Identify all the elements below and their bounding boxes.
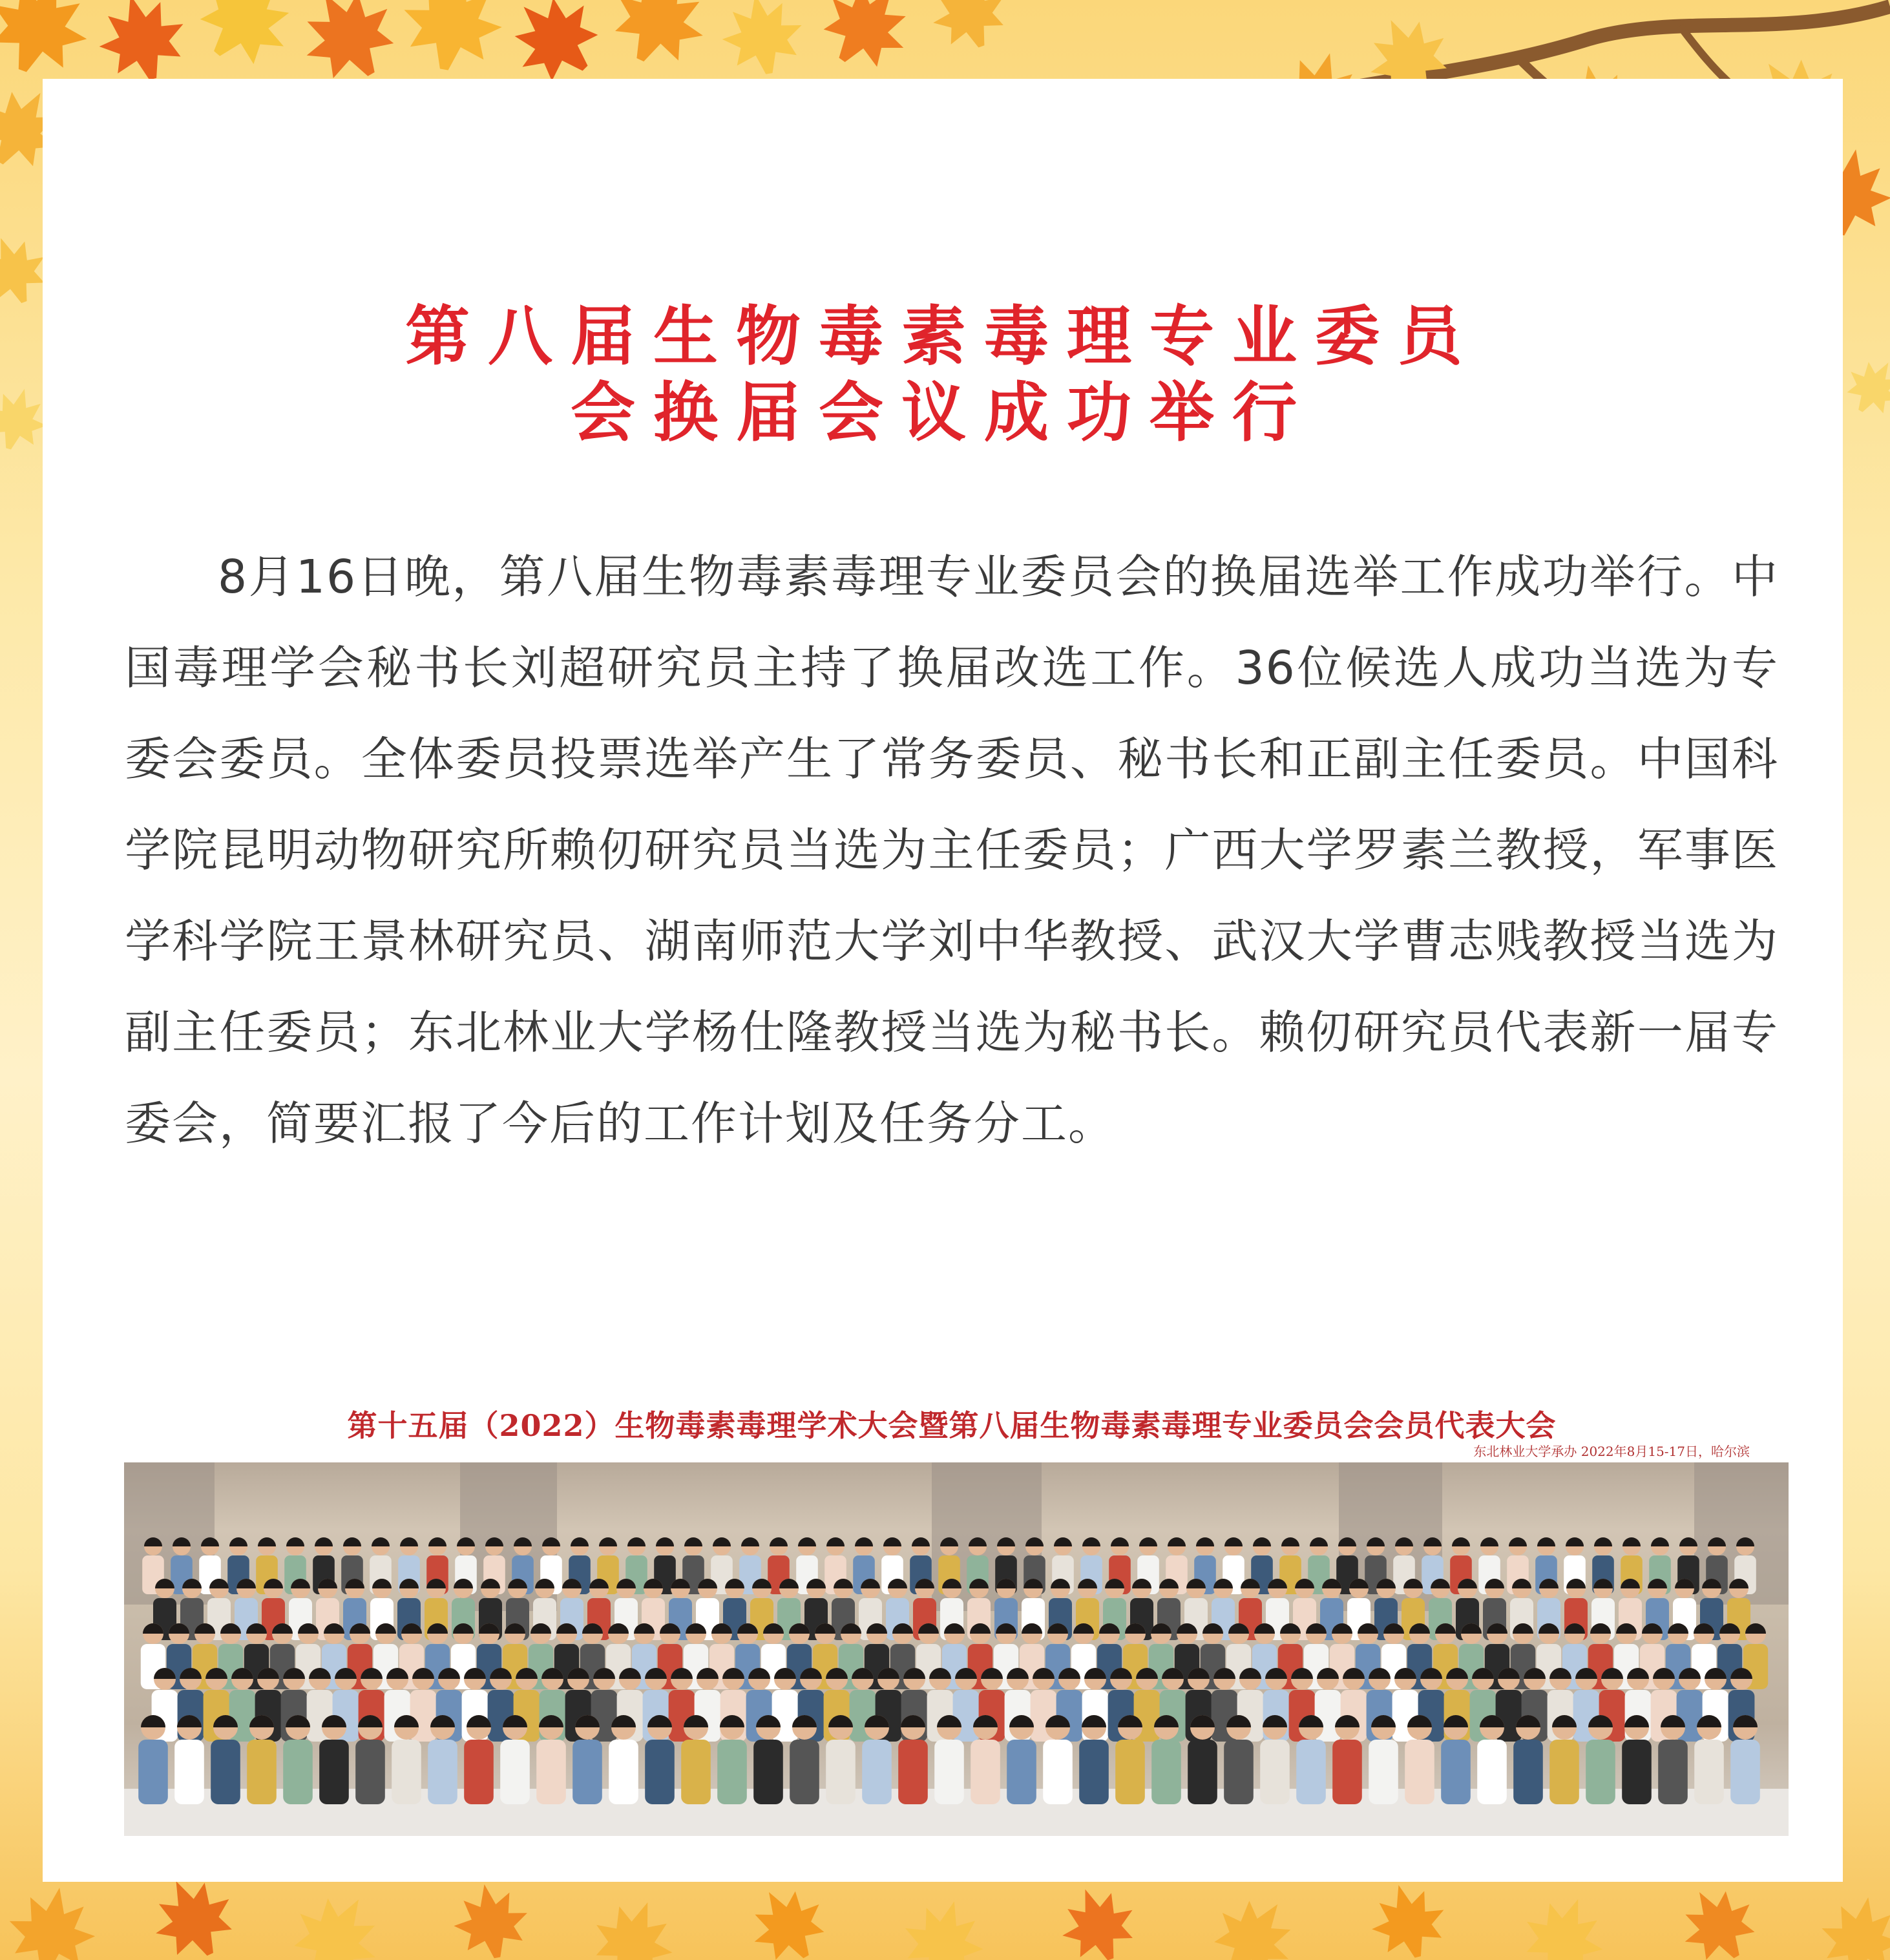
photo-banner: 第十五届（2022）生物毒素毒理学术大会暨第八届生物毒素毒理专业委员会会员代表大会: [347, 1408, 1557, 1443]
title-line-1: 第八届生物毒素毒理专业委员: [405, 299, 1480, 374]
content-panel: [43, 79, 1843, 1882]
title-line-2: 会换届会议成功举行: [571, 375, 1315, 450]
photo-subline: 东北林业大学承办 2022年8月15-17日，哈尔滨: [1473, 1444, 1750, 1459]
group-photo-illustration: [124, 1462, 1789, 1836]
page-title: [43, 299, 1843, 451]
group-photo: [124, 1462, 1789, 1836]
article-body: 8月16日晚，第八届生物毒素毒理专业委员会的换届选举工作成功举行。中国毒理学会秘书长刘超研究员主持了换届改选工作。36位候选人成功当选为专委会委员。全体委员投票选举产生了常务委员、秘书长和正副主任委员。中国科学院昆明动物研究所赖仞研究员当选为主任委员；广西大学罗素兰教授，军事医学科学院王景林研究员、湖南师范大学刘中华教授、武汉大学曹志贱教授当选为副主任委员；东北林业大学杨仕隆教授当选为秘书长。赖仞研究员代表新一届专委会，简要汇报了今后的工作计划及任务分工。: [125, 550, 1779, 1150]
